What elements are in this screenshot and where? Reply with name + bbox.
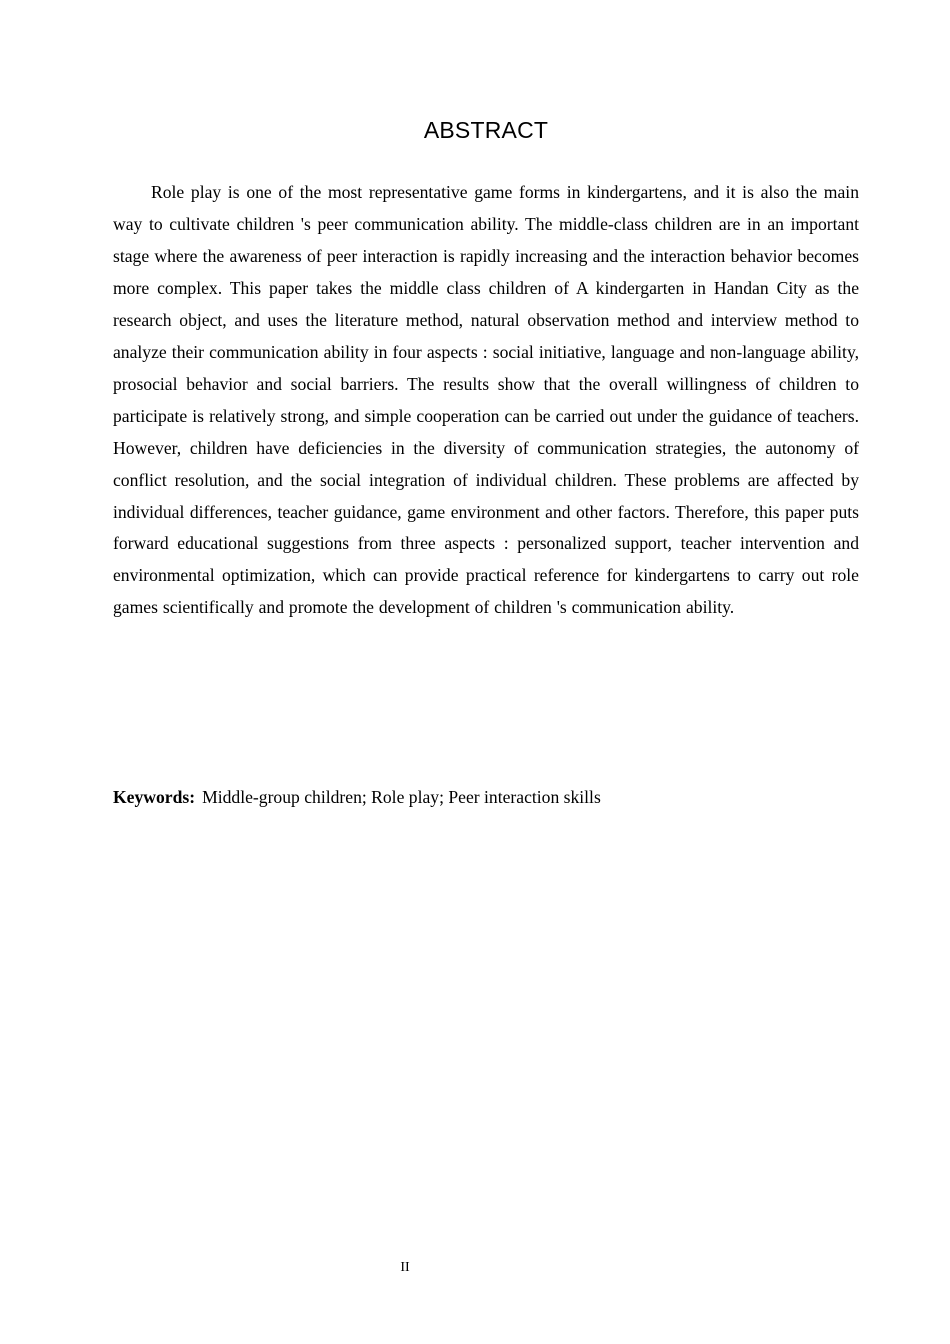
abstract-paragraph: Role play is one of the most representative game forms in kindergartens, and it is also the main way to cultivate children 's peer communication ability. The middle-class children are in an important stage where the awareness of peer interaction is rapidly increasing and the interaction behavior becomes more complex. This paper takes the middle class children of A kindergarten in Handan City as the research object, and uses the literature method, natural observation method and interview method to analyze their communication ability in four aspects : social initiative, language and non-language ability, prosocial behavior and social barriers. The results show that the overall willingness of children to participate is relatively strong, and simple cooperation can be carried out under the guidance of teachers. However, children have deficiencies in the diversity of communication strategies, the autonomy of conflict resolution, and the social integration of individual children. These problems are affected by individual differences, teacher guidance, game environment and other factors. Therefore, this paper puts forward educational suggestions from three aspects : personalized support, teacher intervention and environmental optimization, which can provide practical reference for kindergartens to carry out role games scientifically and promote the development of children 's communication ability. xyxy=(113,182,859,618)
page-number: II xyxy=(400,1260,410,1275)
keywords-text: Middle-group children; Role play; Peer interaction skills xyxy=(202,787,601,807)
keywords-label: Keywords: xyxy=(113,787,196,807)
abstract-heading: ABSTRACT xyxy=(423,117,549,143)
keywords-line xyxy=(113,781,859,813)
